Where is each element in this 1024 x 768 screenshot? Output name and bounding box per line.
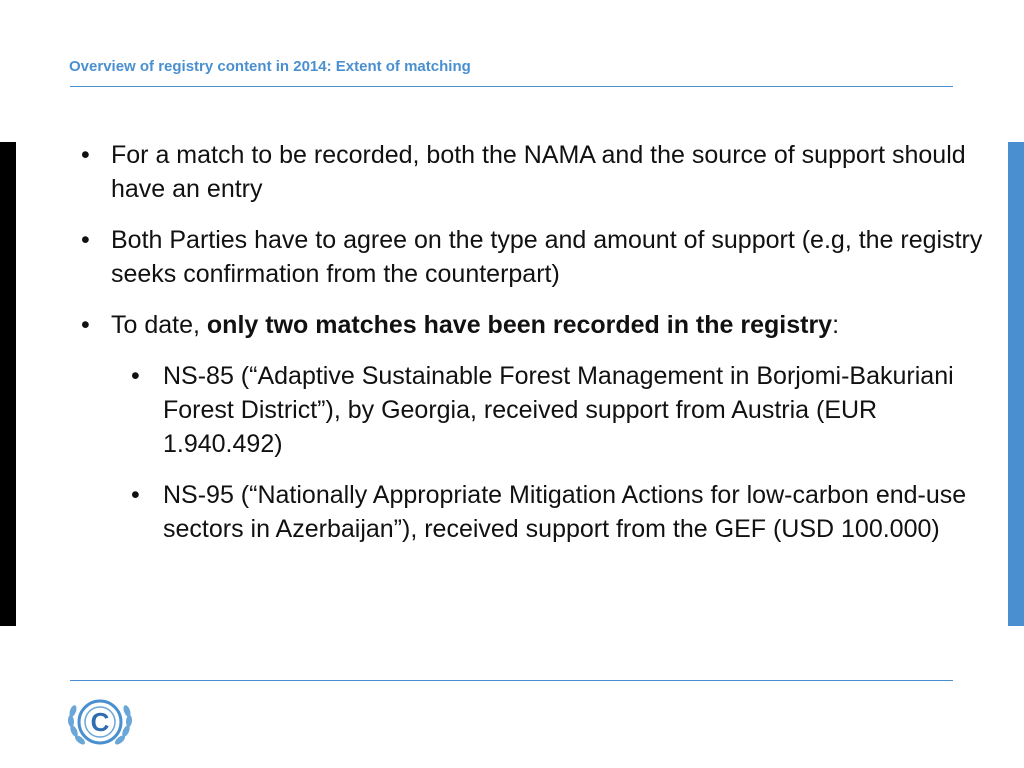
unfccc-logo-icon	[66, 696, 134, 752]
bullet-marker: •	[131, 362, 140, 390]
right-accent-bar	[1008, 142, 1024, 626]
bullet-text-suffix: :	[832, 311, 840, 339]
title-divider	[70, 86, 953, 87]
bullet-marker: •	[81, 141, 90, 169]
bullet-item	[0, 223, 1000, 291]
bullet-marker: •	[81, 311, 90, 339]
slide-title: Overview of registry content in 2014: Extent of matching	[69, 58, 471, 75]
footer-divider	[70, 680, 953, 681]
bullet-text: Both Parties have to agree on the type and amount of support (e.g, the registry seeks confirmation from the counterpart)	[111, 226, 983, 288]
bullet-list	[0, 138, 1000, 563]
sub-bullet-text: NS-95 (“Nationally Appropriate Mitigation Actions for low-carbon end-use sectors in Azerbaijan”), received support from the GEF (USD 100.000)	[163, 481, 967, 543]
sub-bullet-item	[0, 478, 1000, 546]
bullet-marker: •	[81, 226, 90, 254]
bullet-marker: •	[131, 481, 140, 509]
bullet-item	[0, 138, 1000, 206]
bullet-text-prefix: To date,	[111, 311, 207, 339]
sub-bullet-text: NS-85 (“Adaptive Sustainable Forest Management in Borjomi-Bakuriani Forest District”), by Georgia, received support from Austria (EUR 1.940.492)	[163, 362, 954, 458]
svg-text:C: C	[90, 707, 110, 737]
bullet-text-emphasis: only two matches have been recorded in the registry	[206, 311, 833, 339]
sub-bullet-item	[0, 359, 1000, 461]
bullet-item	[0, 308, 1000, 342]
bullet-text: For a match to be recorded, both the NAMA and the source of support should have an entry	[111, 141, 966, 203]
